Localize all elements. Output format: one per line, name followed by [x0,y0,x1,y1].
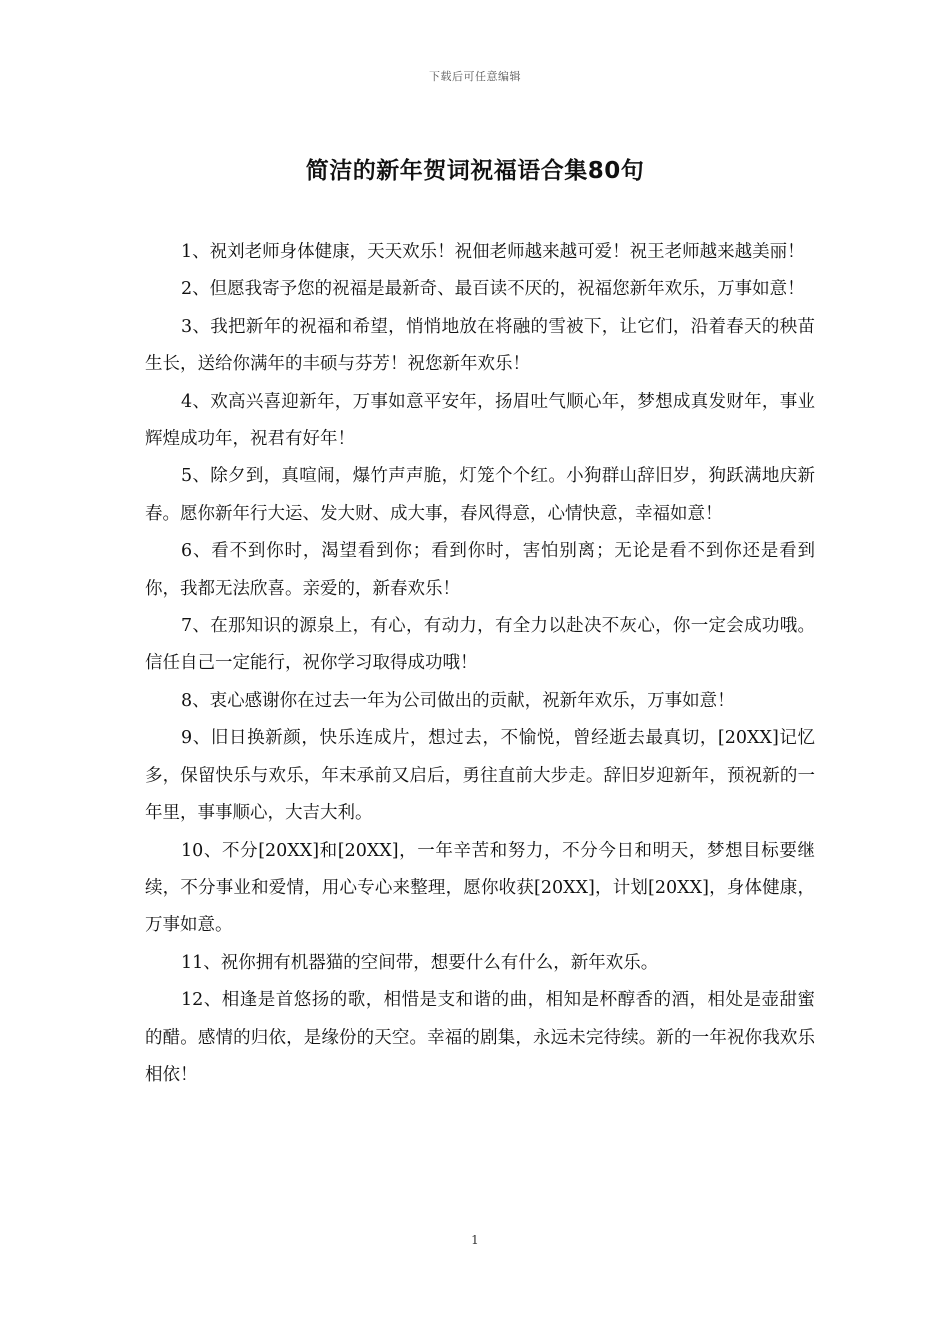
paragraph-11: 11、祝你拥有机器猫的空间带，想要什么有什么，新年欢乐。 [181,952,659,973]
paragraph-1: 1、祝刘老师身体健康，天天欢乐！祝佃老师越来越可爱！祝王老师越来越美丽！ [181,242,805,262]
header-note: 下载后可任意编辑 [429,70,521,83]
paragraph-8: 8、衷心感谢你在过去一年为公司做出的贡献，祝新年欢乐，万事如意！ [181,690,735,711]
paragraph-12: 12、相逢是首悠扬的歌，相惜是支和谐的曲，相知是杯醇香的酒，相处是壶甜蜜的醋。感情的归依，是缘份的天空。幸福的剧集，永远未完待续。新的一年祝你我欢乐相依！ [145,990,815,1085]
paragraph-10: 10、不分[20XX]和[20XX]，一年辛苦和努力，不分今日和明天，梦想目标要继续，不分事业和爱情，用心专心来整理，愿你收获[20XX]，计划[20XX]，身体健康，万事如意。 [145,840,815,936]
paragraph-6: 6、看不到你时，渴望看到你；看到你时，害怕别离；无论是看不到你还是看到你，我都无法欣喜。亲爱的，新春欢乐！ [145,541,815,599]
paragraph-5: 5、除夕到，真喧闹，爆竹声声脆，灯笼个个红。小狗群山辞旧岁，狗跃满地庆新春。愿你新年行大运、发大财、成大事，春风得意，心情快意，幸福如意！ [145,466,815,524]
document-body [145,234,815,1094]
document-title: 简洁的新年贺词祝福语合集80句 [305,158,645,184]
paragraph-9: 9、旧日换新颜，快乐连成片，想过去，不愉悦，曾经逝去最真切，[20XX]记忆多，保留快乐与欢乐，年末承前又启后，勇往直前大步走。辞旧岁迎新年，预祝新的一年里，事事顺心，大吉大利。 [145,728,815,824]
paragraph-2: 2、但愿我寄予您的祝福是最新奇、最百读不厌的，祝福您新年欢乐，万事如意！ [181,279,805,300]
paragraph-4: 4、欢高兴喜迎新年，万事如意平安年，扬眉吐气顺心年，梦想成真发财年，事业辉煌成功年，祝君有好年！ [145,391,815,450]
paragraph-3: 3、我把新年的祝福和希望，悄悄地放在将融的雪被下，让它们，沿着春天的秧苗生长，送给你满年的丰硕与芬芳！祝您新年欢乐！ [145,316,815,375]
page-number: 1 [471,1233,479,1247]
paragraph-7: 7、在那知识的源泉上，有心，有动力，有全力以赴决不灰心，你一定会成功哦。信任自己一定能行，祝你学习取得成功哦！ [145,616,815,674]
